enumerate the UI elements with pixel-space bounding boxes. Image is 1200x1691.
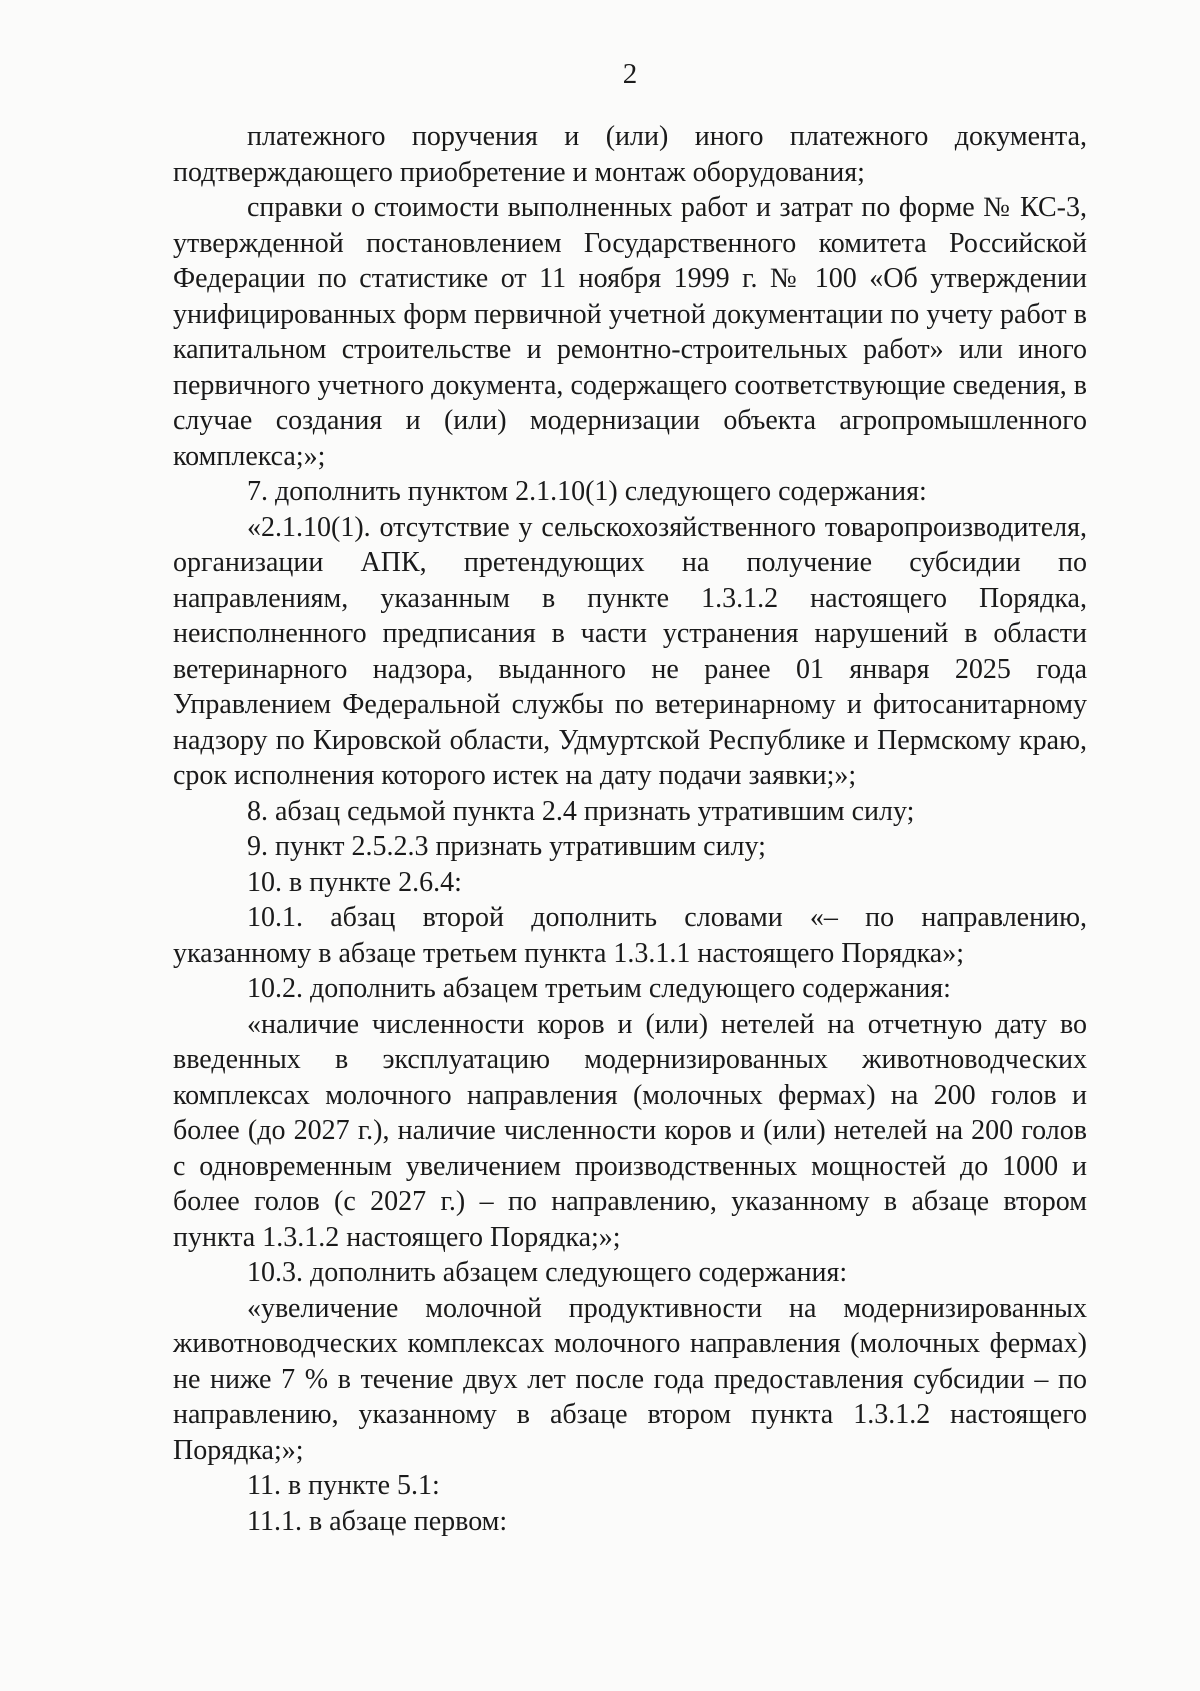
paragraph-7: 10. в пункте 2.6.4: [247, 866, 462, 898]
paragraph-1: платежного поручения и (или) иного платежного документа, подтверждающего приобретение и монтаж оборудования; [173, 121, 1087, 188]
paragraph-8: 10.1. абзац второй дополнить словами «– по направлению, указанному в абзаце третьем пункта 1.3.1.1 настоящего Порядка»; [173, 902, 1087, 969]
paragraph-2: справки о стоимости выполненных работ и затрат по форме № КС-3, утвержденной постановлением Государственного комитета Российской Федерации по статистике от 11 ноября 1999 г. № 100 «Об утверждении унифицированных форм первичной учетной документации по учету работ в капитальном строительстве и ремонтно-строительных работ» или иного первичного учетного документа, содержащего соответствующие сведения, в случае создания и (или) модернизации объекта агропромышленного комплекса;»; [173, 192, 1087, 472]
paragraph-10: «наличие численности коров и (или) нетелей на отчетную дату во введенных в эксплуатацию модернизированных животноводческих комплексах молочного направления (молочных фермах) на 200 голов и более (до 2027 г.), наличие численности коров и (или) нетелей на 200 голов с одновременным увеличением производственных мощностей до 1000 и более голов (с 2027 г.) – по направлению, указанному в абзаце втором пункта 1.3.1.2 настоящего Порядка;»; [173, 1008, 1087, 1253]
paragraph-3: 7. дополнить пунктом 2.1.10(1) следующего содержания: [247, 476, 927, 507]
paragraph-11: 10.3. дополнить абзацем следующего содержания: [247, 1257, 848, 1288]
paragraph-6: 9. пункт 2.5.2.3 признать утратившим силу; [247, 831, 766, 862]
paragraph-14: 11.1. в абзаце первом: [247, 1505, 508, 1537]
paragraph-12: «увеличение молочной продуктивности на модернизированных животноводческих комплексах молочного направления (молочных фермах) не ниже 7 % в течение двух лет после года предоставления субсидии – по направлению, указанному в абзаце втором пункта 1.3.1.2 настоящего Порядка;»; [173, 1292, 1087, 1466]
document-body [173, 119, 1087, 1539]
paragraph-13: 11. в пункте 5.1: [247, 1470, 440, 1501]
paragraph-9: 10.2. дополнить абзацем третьим следующего содержания: [247, 973, 951, 1004]
page-number: 2 [622, 58, 638, 90]
paragraph-5: 8. абзац седьмой пункта 2.4 признать утратившим силу; [247, 795, 915, 827]
paragraph-4: «2.1.10(1). отсутствие у сельскохозяйственного товаропроизводителя, организации АПК, претендующих на получение субсидии по направлениям, указанным в пункте 1.3.1.2 настоящего Порядка, неисполненного предписания в части устранения нарушений в области ветеринарного надзора, выданного не ранее 01 января 2025 года Управлением Федеральной службы по ветеринарному и фитосанитарному надзору по Кировской области, Удмуртской Республике и Пермскому краю, срок исполнения которого истек на дату подачи заявки;»; [173, 511, 1087, 791]
